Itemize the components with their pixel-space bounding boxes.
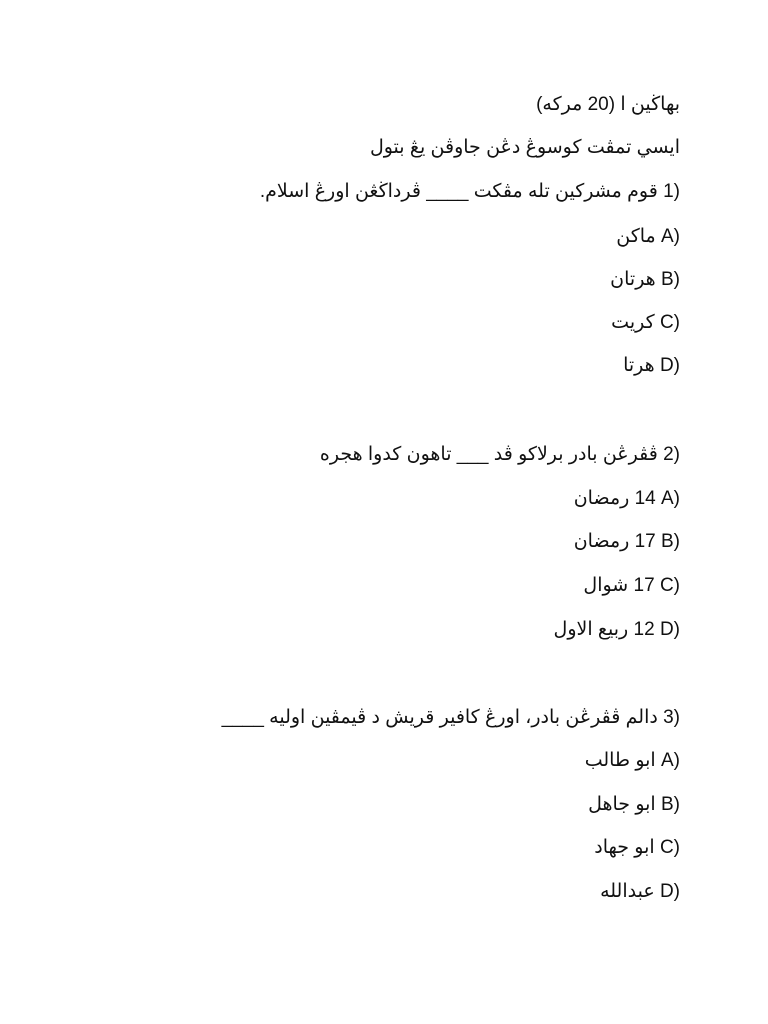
option-text: هرتا (623, 355, 655, 376)
question-number: 1) (663, 181, 680, 202)
question-text: دالم ڤڤرڠن بادر، اورڠ کافير قريش د ڤيمڤين اوليه ____ (221, 707, 658, 728)
option-text: 17 شوال (583, 575, 655, 596)
question-2-option-d (80, 615, 680, 645)
option-letter: C) (659, 837, 680, 858)
option-letter: A) (661, 750, 680, 771)
option-letter: B) (661, 794, 680, 815)
option-letter: B) (661, 269, 680, 290)
question-1 (80, 177, 680, 207)
option-text: 12 ربيع الاول (553, 619, 655, 640)
option-letter: B) (661, 531, 680, 552)
instruction-text: ايسي تمڤت کوسوڠ دڠن جاوڤن يڠ بتول (369, 137, 680, 158)
option-letter: A) (661, 488, 680, 509)
question-number: 2) (663, 444, 680, 465)
option-letter: D) (659, 619, 680, 640)
option-letter: C) (659, 312, 680, 333)
option-letter: D) (659, 355, 680, 376)
option-text: ماکن (616, 226, 656, 247)
option-text: کريت (611, 312, 655, 333)
question-text: قوم مشرکين تله مڤکت ____ ڤرداڬڠن اورڠ اسلام. (259, 181, 658, 202)
question-3-option-a (80, 746, 680, 776)
question-3-option-b (80, 790, 680, 820)
option-letter: C) (659, 575, 680, 596)
section-title: بهاڬين ا (20 مرکه) (536, 94, 680, 115)
question-text: ڤڤرڠن بادر برلاکو ڤد ___ تاهون کدوا هجره (319, 444, 658, 465)
option-text: هرتان (610, 269, 656, 290)
question-1-option-c (80, 308, 680, 338)
option-letter: A) (661, 226, 680, 247)
question-3 (80, 703, 680, 733)
question-1-option-a (80, 222, 680, 252)
question-2-option-c (80, 571, 680, 601)
question-2-option-b (80, 527, 680, 557)
question-2 (80, 440, 680, 470)
option-text: 17 رمضان (573, 531, 656, 552)
option-text: ابو جاهل (588, 794, 656, 815)
question-number: 3) (663, 707, 680, 728)
question-3-option-d (80, 877, 680, 907)
option-text: 14 رمضان (573, 488, 656, 509)
option-text: ابو طالب (584, 750, 656, 771)
question-1-option-d (80, 351, 680, 381)
option-text: عبدالله (600, 881, 655, 902)
option-text: ابو جهاد (594, 837, 655, 858)
option-letter: D) (659, 881, 680, 902)
question-3-option-c (80, 833, 680, 863)
question-1-option-b (80, 265, 680, 295)
question-2-option-a (80, 484, 680, 514)
